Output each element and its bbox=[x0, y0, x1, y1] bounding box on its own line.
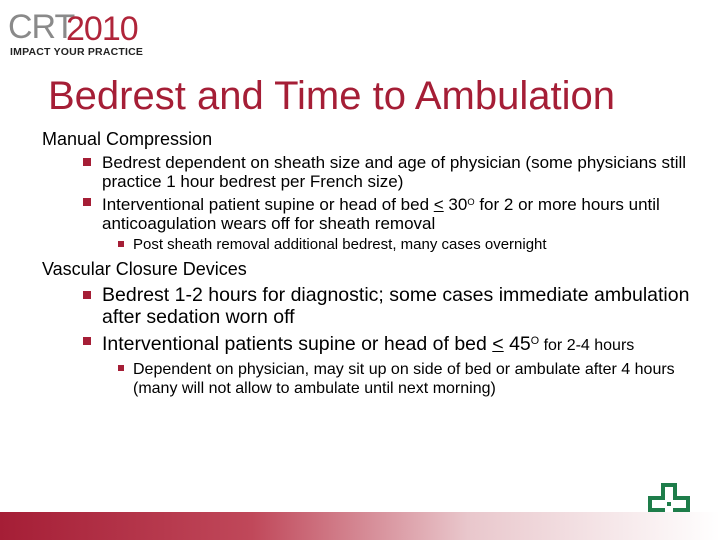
degree-value: 30 bbox=[443, 195, 468, 215]
bullet-text: Bedrest dependent on sheath size and age of physician (some physicians still practice 1 hour bedrest per French size) bbox=[102, 153, 687, 191]
degree-value: 45 bbox=[503, 333, 531, 356]
bullet-interventional-supine-45 bbox=[42, 330, 702, 357]
less-than-or-equal-symbol: < bbox=[433, 195, 444, 215]
degree-symbol: O bbox=[467, 197, 475, 207]
logo-tagline: IMPACT YOUR PRACTICE bbox=[10, 46, 144, 58]
sub-bullet-dependent-on-physician bbox=[42, 360, 702, 398]
slide-content bbox=[42, 128, 702, 398]
bullet-text-part-a: Interventional patients supine or head of bed bbox=[102, 333, 493, 356]
footer-gradient-bar bbox=[0, 512, 720, 540]
bullet-bedrest-diagnostic bbox=[42, 284, 702, 328]
sub-bullet-post-sheath-removal bbox=[42, 236, 702, 254]
slide-title: Bedrest and Time to Ambulation bbox=[48, 74, 615, 118]
bullet-text-part-a: Interventional patient supine or head of bed bbox=[102, 195, 434, 215]
sub-bullet-marker bbox=[118, 241, 124, 247]
section-heading-vascular-closure-devices: Vascular Closure Devices bbox=[42, 259, 247, 280]
degree-symbol: O bbox=[530, 335, 540, 348]
bullet-text-part-b: for 2-4 hours bbox=[539, 337, 635, 355]
bullet-text: Bedrest 1-2 hours for diagnostic; some cases immediate ambulation after sedation worn off bbox=[102, 284, 690, 329]
sub-bullet-text: Post sheath removal additional bedrest, many cases overnight bbox=[133, 236, 547, 254]
bullet-interventional-supine-30 bbox=[42, 193, 702, 233]
logo-year-text: 2010 bbox=[66, 10, 138, 48]
bullet-marker bbox=[83, 158, 91, 166]
bullet-bedrest-sheath-size bbox=[42, 153, 702, 191]
crt-logo bbox=[8, 8, 148, 60]
bullet-text-part-b: for 2 or more hours until anticoagulation wears off for sheath removal bbox=[102, 195, 660, 234]
bullet-marker bbox=[83, 337, 91, 345]
less-than-or-equal-symbol: < bbox=[492, 333, 504, 356]
bullet-marker bbox=[83, 291, 91, 299]
sub-bullet-marker bbox=[118, 365, 124, 371]
logo-crt-text: CRT bbox=[8, 8, 75, 46]
section-heading-manual-compression: Manual Compression bbox=[42, 129, 213, 149]
bullet-marker bbox=[83, 198, 91, 206]
sub-bullet-text: Dependent on physician, may sit up on side of bed or ambulate after 4 hours (many will not allow to ambulate until next morning) bbox=[133, 361, 675, 398]
